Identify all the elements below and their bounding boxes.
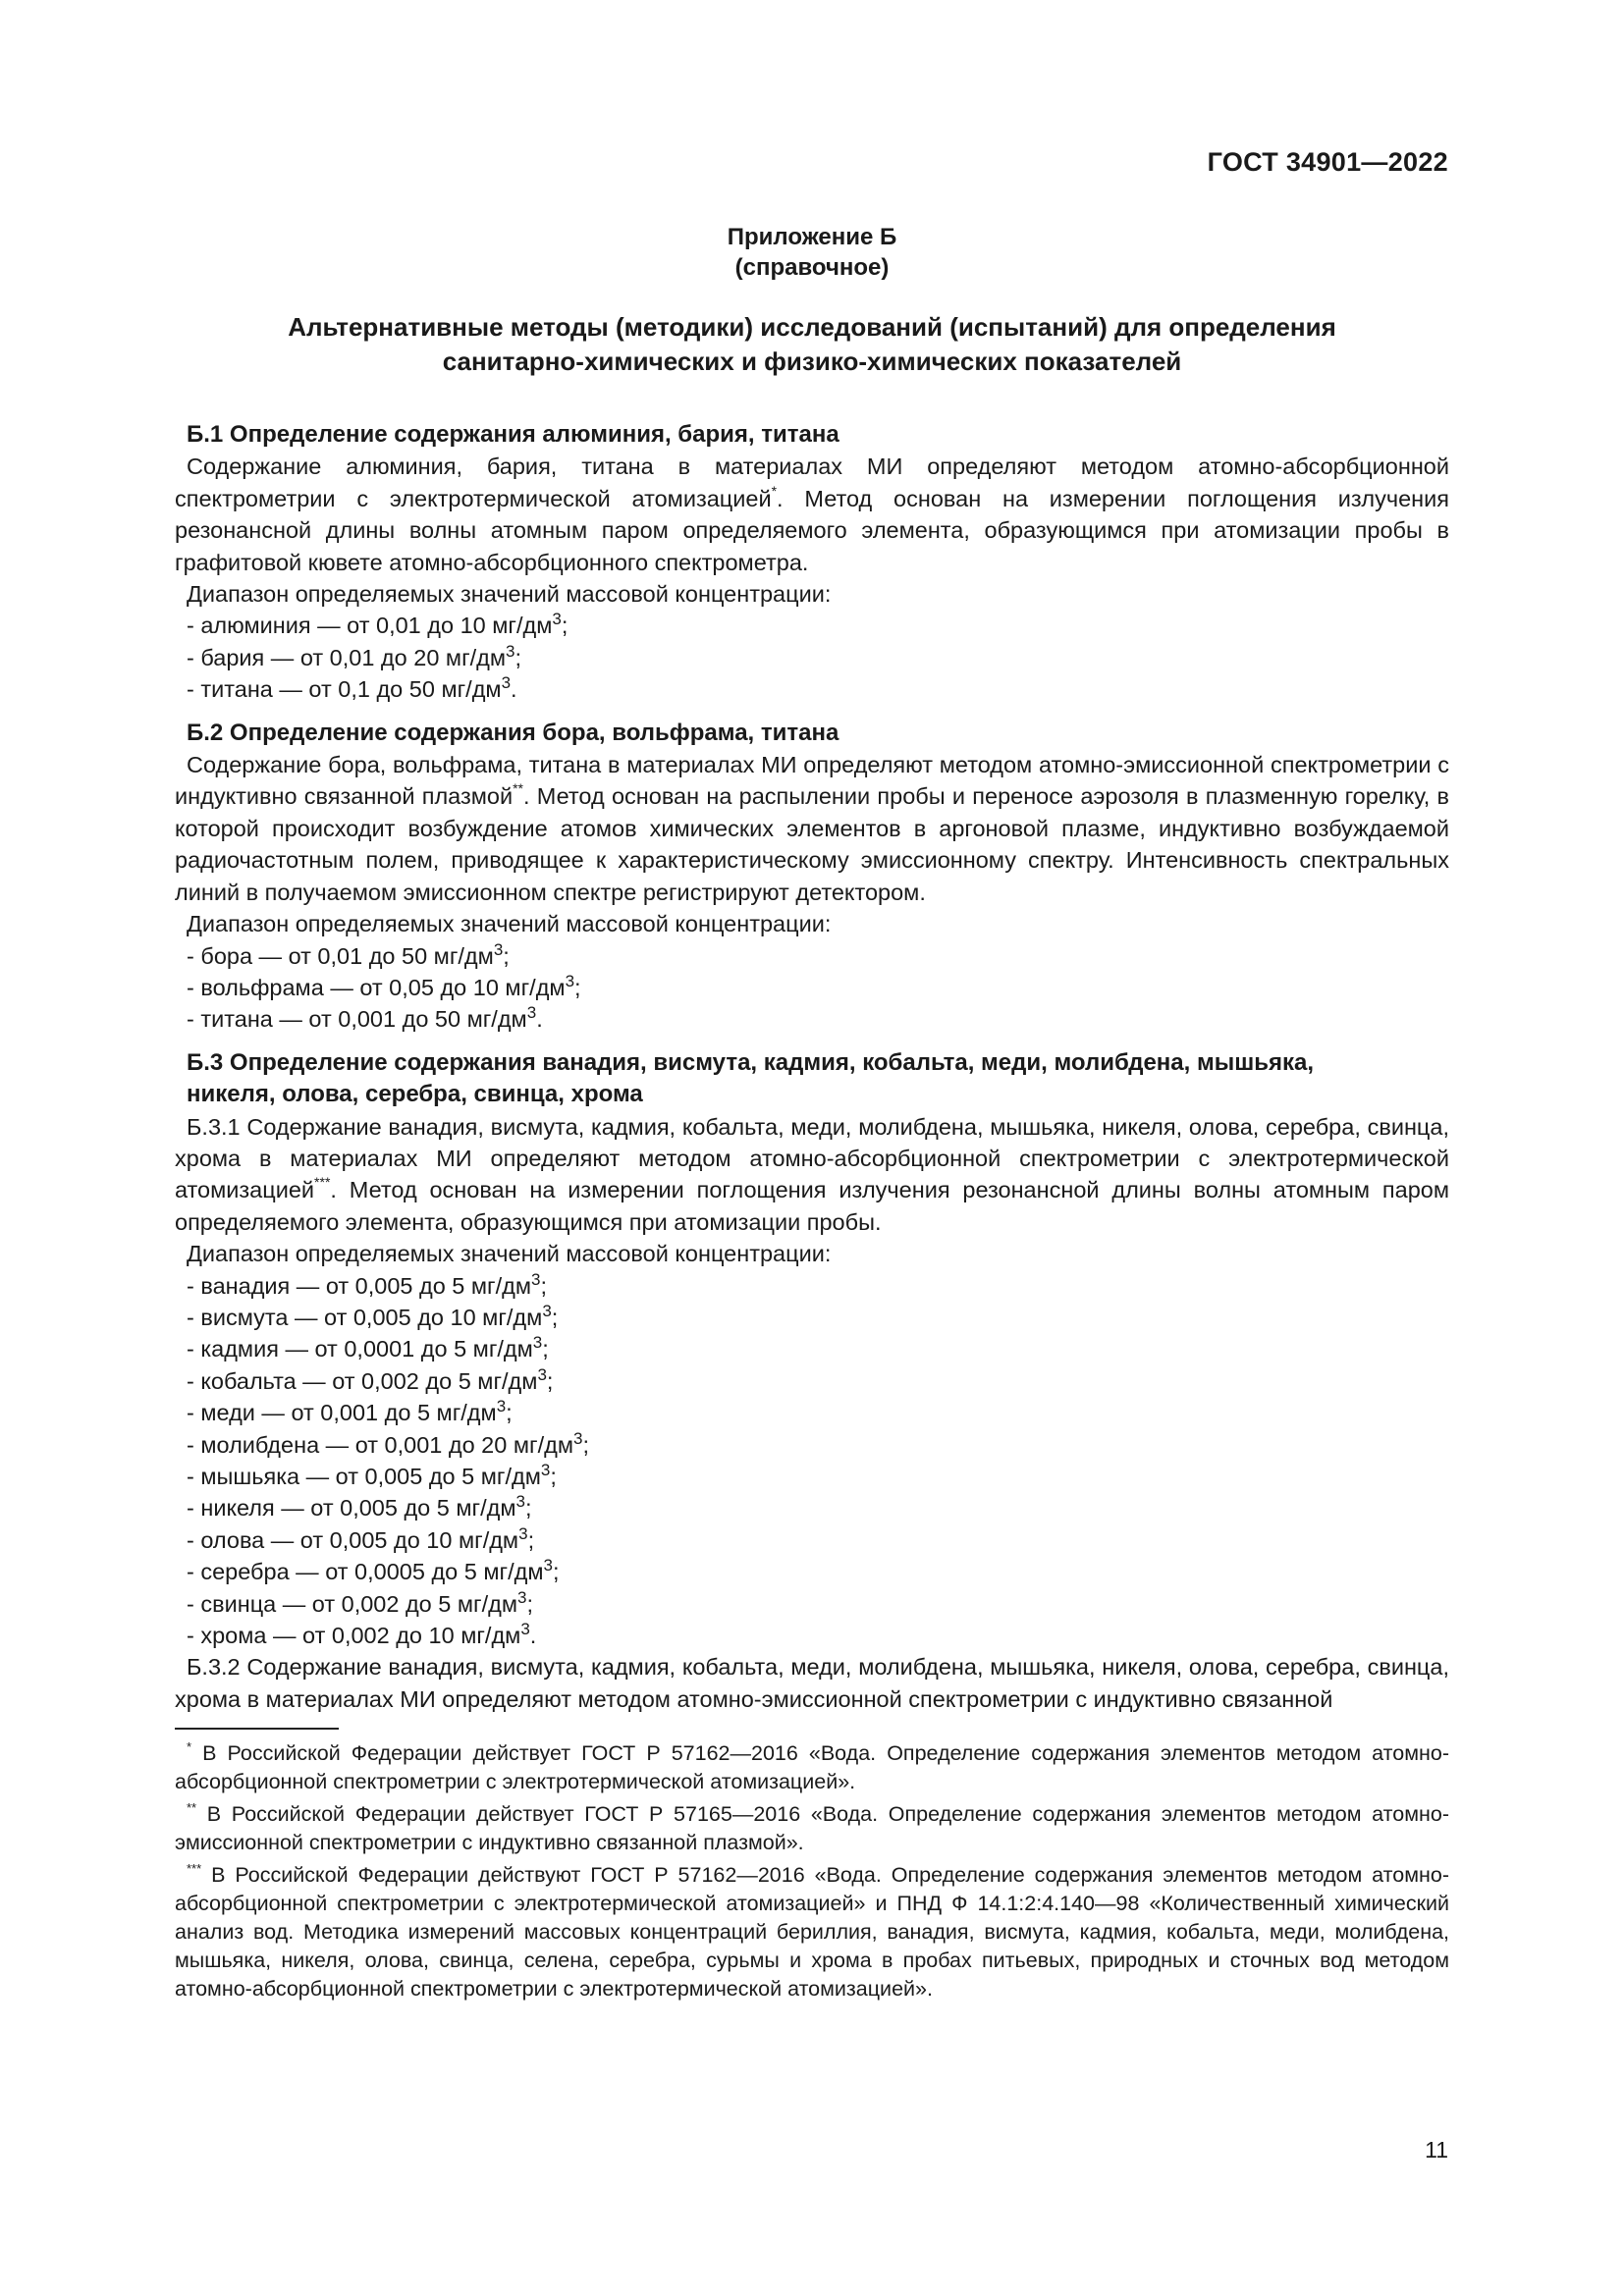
list-item-punctuation: . xyxy=(511,676,517,703)
list-item xyxy=(175,1492,1449,1523)
list-item-punctuation: ; xyxy=(552,1559,560,1585)
list-item-text: - олова — от 0,005 до 10 мг/дм xyxy=(187,1526,519,1553)
section-b1-range-intro: Диапазон определяемых значений массовой концентрации: xyxy=(187,581,832,608)
superscript: 3 xyxy=(517,1587,527,1607)
list-item-text: - хрома — от 0,002 до 10 мг/дм xyxy=(187,1623,521,1649)
list-item-text: - бария — от 0,01 до 20 мг/дм xyxy=(187,644,507,670)
superscript: 3 xyxy=(501,673,512,693)
annex-heading xyxy=(175,222,1449,283)
annex-type: (справочное) xyxy=(734,254,890,281)
section-b3-heading-line-1: Б.3 Определение содержания ванадия, висмута, кадмия, кобальта, меди, молибдена, мышьяка, xyxy=(187,1048,1315,1076)
section-b3-range-intro: Диапазон определяемых значений массовой концентрации: xyxy=(187,1241,832,1267)
list-item-text: - никеля — от 0,005 до 5 мг/дм xyxy=(187,1495,516,1522)
list-item-punctuation: ; xyxy=(503,942,510,969)
superscript: 3 xyxy=(532,1333,543,1353)
list-item xyxy=(175,1270,1449,1302)
superscript: 3 xyxy=(531,1269,541,1289)
superscript: 3 xyxy=(542,1301,552,1320)
list-item-text: - свинца — от 0,002 до 5 мг/дм xyxy=(187,1590,517,1617)
list-item-text: - титана — от 0,001 до 50 мг/дм xyxy=(187,1006,527,1033)
list-item-text: - вольфрама — от 0,05 до 10 мг/дм xyxy=(187,974,566,1000)
list-item-text: - кобальта — от 0,002 до 5 мг/дм xyxy=(187,1367,538,1394)
list-item xyxy=(175,1588,1449,1620)
b1-text-start: Содержание алюминия, бария, титана в материалах МИ определяют методом атомно-абсорбционной спектрометрии с электротермической атомизацией xyxy=(175,454,1449,511)
page-number: 11 xyxy=(1425,2137,1448,2163)
annex-title: Приложение Б xyxy=(727,224,897,250)
list-item xyxy=(175,610,1449,641)
list-item xyxy=(175,1302,1449,1333)
list-item-text: - мышьяка — от 0,005 до 5 мг/дм xyxy=(187,1464,541,1489)
list-item-text: - висмута — от 0,005 до 10 мг/дм xyxy=(187,1304,543,1330)
page-content xyxy=(175,222,1449,1715)
list-item xyxy=(175,1333,1449,1364)
document-title xyxy=(175,310,1449,379)
list-item xyxy=(175,1556,1449,1587)
list-item-text: - меди — от 0,001 до 5 мг/дм xyxy=(187,1400,497,1426)
list-item-punctuation: ; xyxy=(550,1464,557,1489)
superscript: 3 xyxy=(506,641,515,661)
list-item-punctuation: ; xyxy=(582,1431,589,1458)
list-item-punctuation: ; xyxy=(506,1400,513,1426)
footnote-text: В Российской Федерации действуют ГОСТ Р 57162—2016 «Вода. Определение содержания элементов методом атомно-абсорбционной спектрометрии с электротермической атомизацией» и ПНД Ф 14.1:2:4.140—98 «Количественный химический анализ вод. Методика измерений массовых концентраций бериллия, ванадия, висмута, кадмия, кобальта, меди, молибдена, мышьяка, никеля, олова, свинца, селена, серебра, сурьмы и хрома в пробах питьевых, природных и сточных вод методом атомно-абсорбционной спектрометрии с электротермической атомизацией». xyxy=(175,1863,1449,2001)
section-b2-heading: Б.2 Определение содержания бора, вольфрама, титана xyxy=(187,719,839,746)
section-b2-list xyxy=(175,940,1449,1036)
list-item xyxy=(175,940,1449,972)
list-item-punctuation: ; xyxy=(540,1272,548,1299)
list-item-text: - бора — от 0,01 до 50 мг/дм xyxy=(187,942,494,969)
footnote-ref-1: * xyxy=(771,482,778,499)
list-item xyxy=(175,1461,1449,1492)
b1-text-end: . Метод основан на измерении поглощения излучения резонансной длины волны атомным паром определяемого элемента, образующимся при атомизации пробы в графитовой кювете атомно-абсорбционного спектрометра. xyxy=(175,485,1449,575)
standard-code: ГОСТ 34901—2022 xyxy=(1207,147,1448,177)
superscript: 3 xyxy=(543,1556,553,1575)
b2-text-end: . Метод основан на распылении пробы и переносе аэрозоля в плазменную горелку, в которой происходит возбуждение атомов химических элементов в аргоновой плазме, индуктивно возбуждаемой радиочастотным полем, приводящее к характеристическому эмиссионному спектру. Интенсивность спектральных линий в получаемом эмиссионном спектре регистрируют детектором. xyxy=(175,783,1449,905)
superscript: 3 xyxy=(518,1523,528,1543)
list-item xyxy=(175,972,1449,1003)
footnote-3 xyxy=(175,1861,1449,2003)
document-title-line-1: Альтернативные методы (методики) исследований (испытаний) для определения xyxy=(288,312,1336,342)
superscript: 3 xyxy=(520,1620,530,1639)
section-b1-paragraph xyxy=(175,451,1449,578)
section-b3-heading-line-2: никеля, олова, серебра, свинца, хрома xyxy=(187,1081,643,1108)
superscript: 3 xyxy=(540,1461,551,1479)
list-item xyxy=(175,1524,1449,1556)
list-item-punctuation: ; xyxy=(526,1590,533,1617)
superscript: 3 xyxy=(537,1364,547,1384)
b2-text-start: Содержание бора, вольфрама, титана в материалах МИ определяют методом атомно-эмиссионной спектрометрии с индуктивно связанной плазмой xyxy=(175,752,1449,810)
list-item-text: - ванадия — от 0,005 до 5 мг/дм xyxy=(187,1272,532,1299)
section-b1-list xyxy=(175,610,1449,705)
list-item-punctuation: ; xyxy=(561,613,568,639)
list-item xyxy=(175,673,1449,705)
b3-text-start: Б.3.1 Содержание ванадия, висмута, кадмия, кобальта, меди, молибдена, мышьяка, никеля, олова, серебра, свинца, хрома в материалах МИ определяют методом атомно-абсорбционной спектрометрии с электротермической атомизацией xyxy=(175,1113,1449,1203)
footnote-separator xyxy=(175,1728,339,1730)
document-title-line-2: санитарно-химических и физико-химических показателей xyxy=(442,347,1182,376)
superscript: 3 xyxy=(565,971,575,990)
list-item-punctuation: ; xyxy=(542,1336,549,1362)
superscript: 3 xyxy=(515,1492,525,1512)
list-item-punctuation: ; xyxy=(527,1526,535,1553)
list-item-text: - алюминия — от 0,01 до 10 мг/дм xyxy=(187,613,553,639)
list-item-punctuation: ; xyxy=(514,644,522,670)
list-item xyxy=(175,1003,1449,1035)
superscript: 3 xyxy=(526,1003,537,1023)
list-item-punctuation: . xyxy=(536,1006,543,1033)
superscript: 3 xyxy=(572,1428,583,1448)
footnotes xyxy=(175,1739,1449,2007)
section-b3-heading xyxy=(175,1047,1449,1111)
footnote-text: В Российской Федерации действует ГОСТ Р 57162—2016 «Вода. Определение содержания элементов методом атомно-абсорбционной спектрометрии с электротермической атомизацией». xyxy=(175,1741,1449,1793)
footnote-1 xyxy=(175,1739,1449,1796)
list-item-text: - титана — от 0,1 до 50 мг/дм xyxy=(187,676,502,703)
section-b2-paragraph xyxy=(175,749,1449,908)
footnote-mark: * xyxy=(187,1739,192,1754)
footnote-text: В Российской Федерации действует ГОСТ Р 57165—2016 «Вода. Определение содержания элементов методом атомно-эмиссионной спектрометрии с индуктивно связанной плазмой». xyxy=(175,1802,1449,1854)
section-b1-heading: Б.1 Определение содержания алюминия, бария, титана xyxy=(187,421,839,448)
section-b2-range-intro: Диапазон определяемых значений массовой концентрации: xyxy=(187,911,832,937)
list-item-punctuation: ; xyxy=(546,1367,554,1394)
section-b3-2-paragraph: Б.3.2 Содержание ванадия, висмута, кадмия, кобальта, меди, молибдена, мышьяка, никеля, олова, серебра, свинца, хрома в материалах МИ определяют методом атомно-эмиссионной спектрометрии с индуктивно связанной xyxy=(175,1654,1449,1712)
list-item-text: - молибдена — от 0,001 до 20 мг/дм xyxy=(187,1431,573,1458)
b3-text-end: . Метод основан на измерении поглощения излучения резонансной длины волны атомным паром определяемого элемента, образующимся при атомизации пробы. xyxy=(175,1177,1449,1235)
list-item-text: - серебра — от 0,0005 до 5 мг/дм xyxy=(187,1559,544,1585)
list-item-punctuation: ; xyxy=(551,1304,559,1330)
list-item xyxy=(175,1620,1449,1651)
list-item-punctuation: ; xyxy=(574,974,581,1000)
superscript: 3 xyxy=(496,1397,507,1416)
list-item xyxy=(175,1397,1449,1428)
list-item xyxy=(175,642,1449,673)
footnote-mark: *** xyxy=(187,1861,202,1876)
section-b3-list xyxy=(175,1270,1449,1652)
footnote-2 xyxy=(175,1800,1449,1857)
superscript: 3 xyxy=(552,610,562,629)
footnote-ref-2: ** xyxy=(513,780,524,797)
section-b3-1-paragraph xyxy=(175,1111,1449,1239)
footnote-ref-3: *** xyxy=(314,1174,331,1191)
list-item xyxy=(175,1365,1449,1397)
list-item-text: - кадмия — от 0,0001 до 5 мг/дм xyxy=(187,1336,533,1362)
list-item-punctuation: ; xyxy=(524,1495,532,1522)
list-item-punctuation: . xyxy=(529,1623,537,1649)
superscript: 3 xyxy=(493,939,504,959)
list-item xyxy=(175,1429,1449,1461)
footnote-mark: ** xyxy=(187,1800,197,1815)
